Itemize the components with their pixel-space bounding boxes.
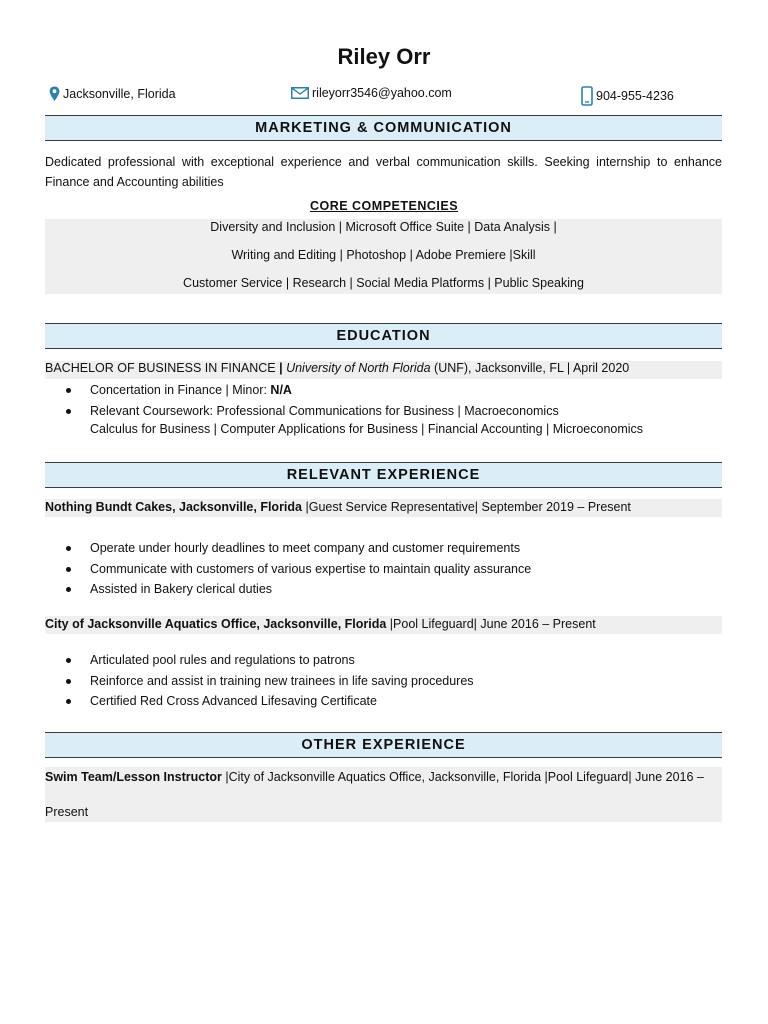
school-name: University of North Florida [286,361,431,375]
degree-name: BACHELOR OF BUSINESS IN FINANCE [45,361,276,375]
competency-line: Customer Service | Research | Social Media Platforms | Public Speaking [183,276,584,290]
professional-summary: Dedicated professional with exceptional experience and verbal communication skills. Seeking internship to enhance Finance and Accounting abilities [45,155,722,189]
mobile-phone-icon [581,86,593,106]
list-item: Operate under hourly deadlines to meet company and customer requirements [66,538,531,559]
employer-name: Nothing Bundt Cakes, Jacksonville, Florida [45,500,302,514]
location-pin-icon [49,86,60,102]
job-bullets [66,538,531,600]
competency-line: Diversity and Inclusion | Microsoft Office Suite | Data Analysis | [210,220,557,234]
role-name: Swim Team/Lesson Instructor [45,770,222,784]
job-bullets [66,650,474,712]
job-details: |Guest Service Representative| September 2019 – Present [302,500,631,514]
coursework-continued: Calculus for Business | Computer Applications for Business | Financial Accounting | Microeconomics [90,422,644,436]
list-item [66,380,559,401]
email-text[interactable]: rileyorr3546@yahoo.com [312,86,452,100]
contact-location [49,86,176,102]
section-heading-marketing: MARKETING & COMMUNICATION [45,115,722,141]
contact-email [291,86,452,100]
degree-separator: | [275,361,287,375]
other-job-line [45,770,704,784]
education-bullets [66,380,559,421]
list-item: Assisted in Bakery clerical duties [66,579,531,600]
list-item: Relevant Coursework: Professional Communications for Business | Macroeconomics [66,401,559,422]
envelope-icon [291,87,309,99]
other-job-end: Present [45,805,89,819]
list-item: Communicate with customers of various expertise to maintain quality assurance [66,559,531,580]
list-item: Reinforce and assist in training new trainees in life saving procedures [66,671,474,692]
resume-name: Riley Orr [337,44,431,69]
section-heading-education: EDUCATION [45,323,722,349]
job-title-line [45,617,596,631]
core-competencies-title: CORE COMPETENCIES [309,199,459,213]
degree-line [45,361,629,375]
contact-phone [581,86,674,106]
location-text: Jacksonville, Florida [63,87,176,101]
concentration-text: Concertation in Finance | Minor: [90,383,271,397]
job-title-line [45,500,631,514]
competency-line: Writing and Editing | Photoshop | Adobe Premiere |Skill [231,248,536,262]
section-heading-other-experience: OTHER EXPERIENCE [45,732,722,758]
job-details: |Pool Lifeguard| June 2016 – Present [386,617,596,631]
list-item: Articulated pool rules and regulations to patrons [66,650,474,671]
section-heading-relevant-experience: RELEVANT EXPERIENCE [45,462,722,488]
phone-text: 904-955-4236 [596,89,674,103]
other-job-details: |City of Jacksonville Aquatics Office, Jacksonville, Florida |Pool Lifeguard| June 2016 – [221,770,704,784]
employer-name: City of Jacksonville Aquatics Office, Jacksonville, Florida [45,617,387,631]
school-details: (UNF), Jacksonville, FL | April 2020 [430,361,630,375]
list-item: Certified Red Cross Advanced Lifesaving Certificate [66,691,474,712]
minor-value: N/A [270,383,292,397]
